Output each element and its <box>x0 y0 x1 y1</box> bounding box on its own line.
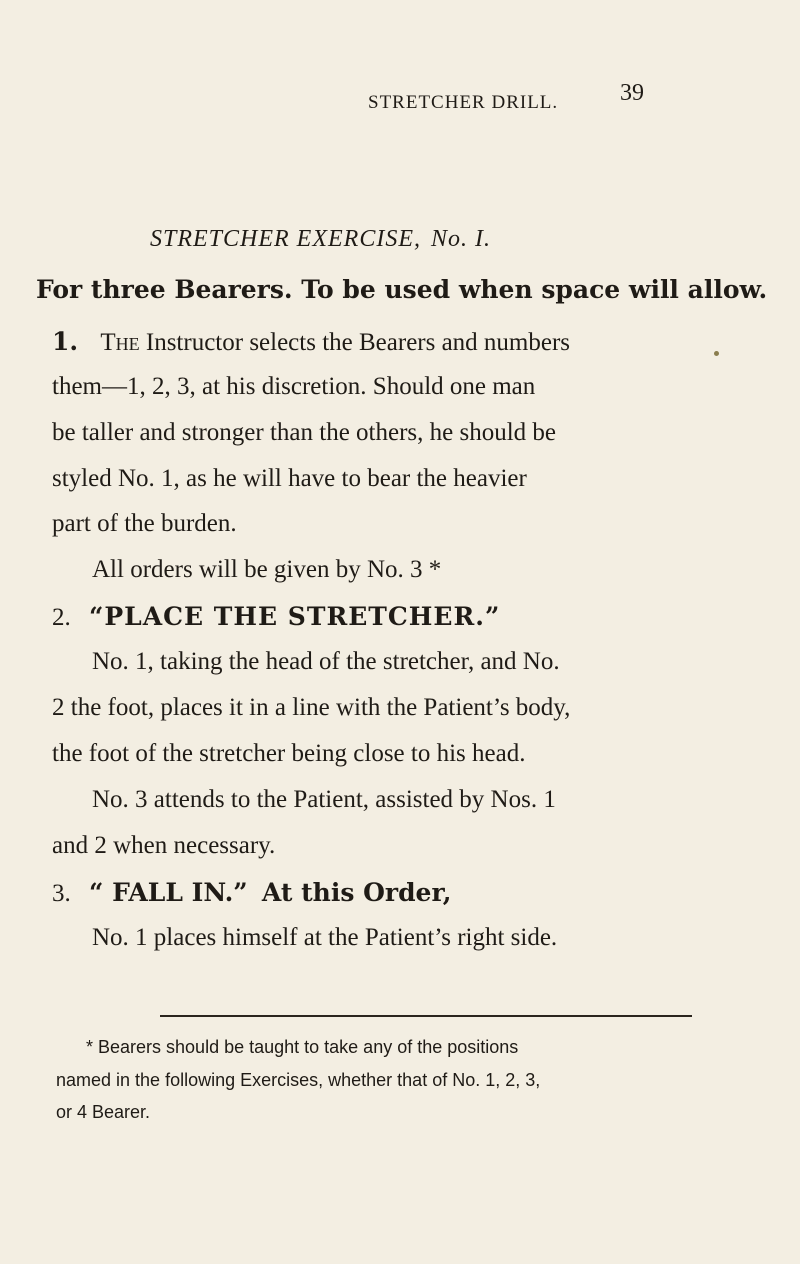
running-header: STRETCHER DRILL. <box>368 92 559 113</box>
para2-line2: 2 the foot, places it in a line with the Patient’s body, <box>52 694 571 721</box>
para2-heading <box>52 602 500 632</box>
para1-line4: styled No. 1, as he will have to bear the heavier <box>52 465 527 492</box>
footnote-line1: * Bearers should be taught to take any of the positions <box>86 1037 519 1057</box>
para1-number: 1. <box>52 327 79 356</box>
para2-number: 2. <box>52 604 71 631</box>
footnote-line2: named in the following Exercises, whether that of No. 1, 2, 3, <box>56 1070 541 1090</box>
para1-lead: The <box>100 329 140 356</box>
footnote-line3: or 4 Bearer. <box>56 1102 151 1122</box>
footnote-divider <box>160 1015 692 1017</box>
para2-line5: and 2 when necessary. <box>52 832 276 859</box>
para3-heading <box>52 878 452 908</box>
para3-command: “ FALL IN.” <box>89 878 248 907</box>
para3-number: 3. <box>52 880 71 907</box>
section-title-main: STRETCHER EXERCISE, <box>150 226 421 252</box>
intro-line: For three Bearers. To be used when space will allow. <box>36 275 768 304</box>
para3-after: At this Order, <box>261 878 452 907</box>
section-title <box>150 226 491 253</box>
para2-line3: the foot of the stretcher being close to his head. <box>52 740 526 767</box>
para3-line1: No. 1 places himself at the Patient’s right side. <box>92 924 558 951</box>
para1-line5: part of the burden. <box>52 510 237 537</box>
section-title-number: No. I. <box>430 226 491 252</box>
para1-line1-rest: Instructor selects the Bearers and numbers <box>145 329 571 356</box>
page-number: 39 <box>620 80 644 106</box>
para2-command: “PLACE THE STRETCHER.” <box>89 602 501 631</box>
para1-line3: be taller and stronger than the others, he should be <box>52 419 557 446</box>
para2-line1: No. 1, taking the head of the stretcher, and No. <box>92 648 560 675</box>
para1-line1 <box>52 327 570 357</box>
orders-line: All orders will be given by No. 3 * <box>92 556 442 583</box>
para2-line4: No. 3 attends to the Patient, assisted by Nos. 1 <box>92 786 556 813</box>
para1-line2: them—1, 2, 3, at his discretion. Should one man <box>52 373 536 400</box>
paper-speck <box>714 351 719 356</box>
